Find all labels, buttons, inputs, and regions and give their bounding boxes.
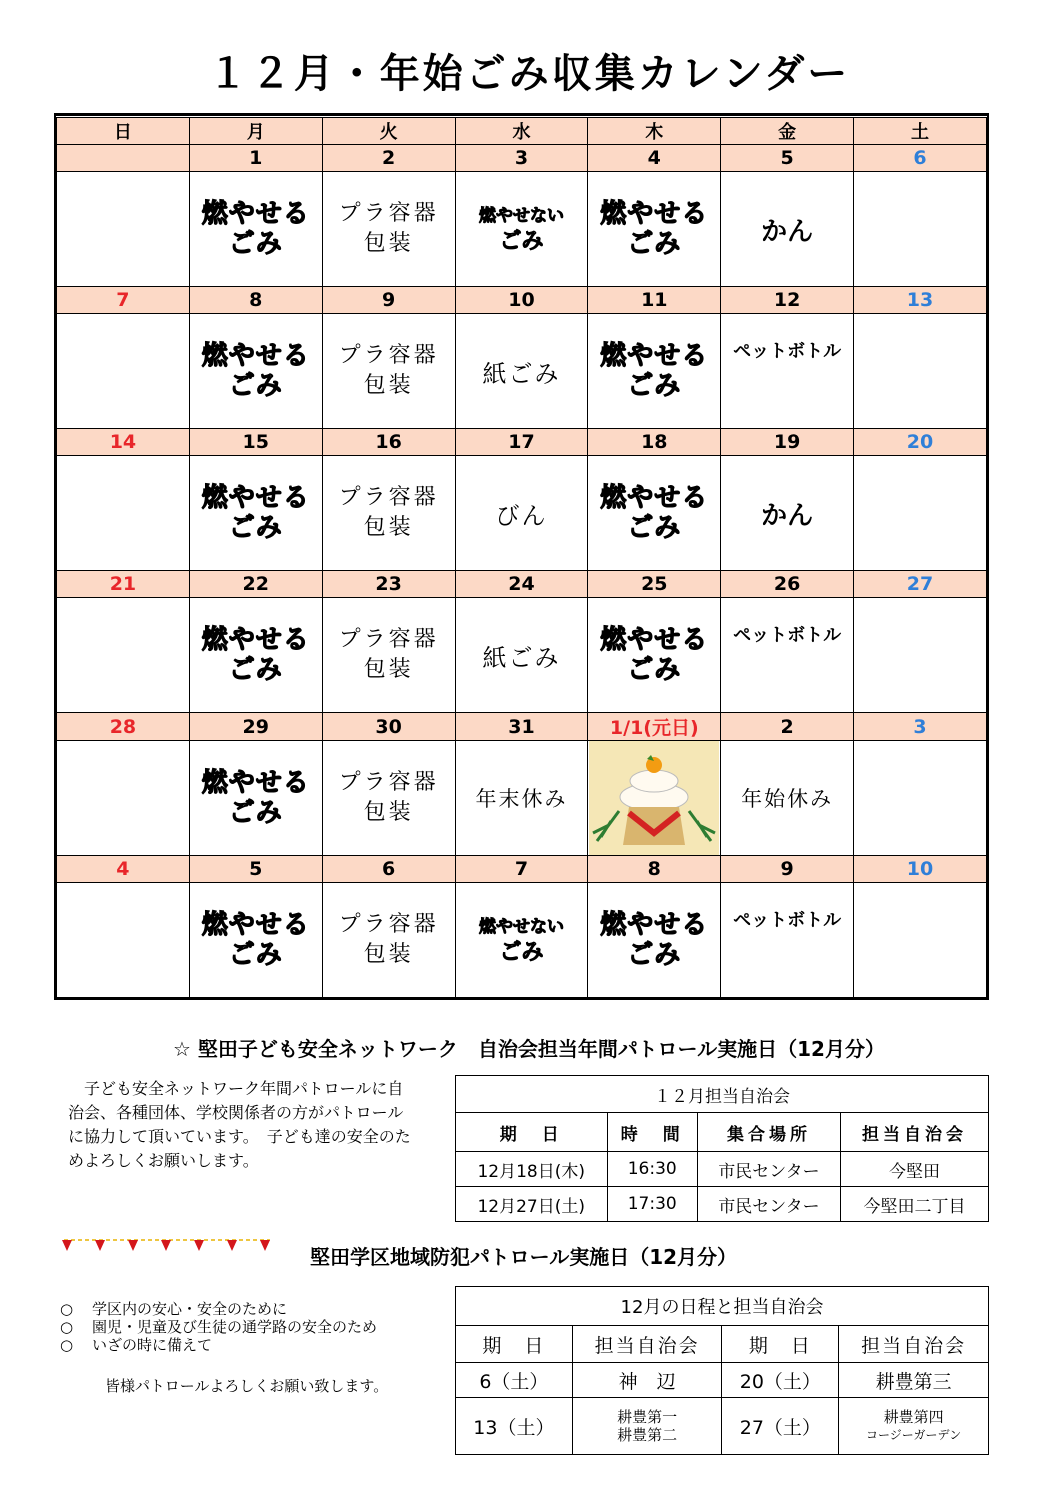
purpose-list (60, 1300, 377, 1354)
garbage-type-label: プラ容器 包装 (338, 485, 439, 540)
calendar-day-cell (854, 741, 987, 856)
list-item: ○ 園児・児童及び生徒の通学路の安全のため (60, 1318, 378, 1336)
garbage-type-label: かん (761, 500, 814, 531)
calendar-day-cell (189, 456, 322, 571)
garbage-type-label: 燃やせる ごみ (201, 483, 310, 543)
garbage-type-label: ペットボトル (733, 625, 842, 646)
garbage-type-label: 燃やせる ごみ (600, 910, 709, 970)
list-item: ○ いざの時に備えて (60, 1336, 213, 1354)
calendar-day-cell (588, 741, 721, 856)
calendar-day-cell (455, 741, 588, 856)
garbage-type-label: 年末休み (475, 787, 568, 811)
calendar-day-cell (588, 883, 721, 998)
calendar-day-cell (189, 741, 322, 856)
date-number: 6 (322, 856, 455, 883)
weekday-header: 木 (588, 117, 721, 145)
kagami-mochi-icon (589, 741, 719, 855)
date-number: 21 (57, 571, 190, 598)
weekday-header: 日 (57, 117, 190, 145)
date-number: 4 (588, 145, 721, 172)
calendar-day-cell (588, 598, 721, 713)
calendar-day-cell (721, 883, 854, 998)
calendar-day-cell (57, 883, 190, 998)
table-cell: 6（土） (456, 1363, 573, 1398)
table-cell: 耕豊第三 (839, 1363, 989, 1398)
garbage-type-label: 紙ごみ (482, 643, 561, 672)
date-number: 7 (455, 856, 588, 883)
date-number: 5 (721, 145, 854, 172)
date-number: 22 (189, 571, 322, 598)
date-number: 25 (588, 571, 721, 598)
date-number: 6 (854, 145, 987, 172)
calendar-day-cell (854, 314, 987, 429)
garbage-type-label: 紙ごみ (482, 359, 561, 388)
garbage-type-label: 燃やせる ごみ (600, 199, 709, 259)
calendar-day-cell (189, 883, 322, 998)
table-header: 期 日 (456, 1326, 573, 1363)
date-number: 31 (455, 713, 588, 741)
calendar-day-cell (455, 456, 588, 571)
date-number: 5 (189, 856, 322, 883)
calendar-day-cell (455, 314, 588, 429)
calendar-day-cell (455, 172, 588, 287)
garbage-type-label: プラ容器 包装 (338, 912, 439, 967)
calendar-day-cell (588, 456, 721, 571)
garbage-type-label: 燃やせる ごみ (600, 625, 709, 685)
calendar-day-cell (322, 456, 455, 571)
date-number: 20 (854, 429, 987, 456)
date-number: 14 (57, 429, 190, 456)
garbage-type-label: 年始休み (741, 787, 834, 811)
table-cell: 今堅田二丁目 (840, 1187, 988, 1222)
garbage-calendar (54, 113, 989, 1000)
calendar-day-cell (455, 598, 588, 713)
date-number: 3 (854, 713, 987, 741)
calendar-day-cell (57, 598, 190, 713)
garbage-type-label: 燃やせる ごみ (201, 768, 310, 828)
patrol-heading-1: ☆ 堅田子ども安全ネットワーク 自治会担当年間パトロール実施日（12月分） (173, 1037, 885, 1061)
weekday-header: 土 (854, 117, 987, 145)
garbage-type-label: プラ容器 包装 (338, 201, 439, 256)
calendar-day-cell (588, 314, 721, 429)
table-header: 期 日 (722, 1326, 839, 1363)
table-cell: 12月27日(土) (456, 1187, 608, 1222)
garbage-type-label: 燃やせない ごみ (478, 917, 564, 965)
table-cell: 17:30 (607, 1187, 697, 1222)
date-number: 3 (455, 145, 588, 172)
patrol-heading-2: 堅田学区地域防犯パトロール実施日（12月分） (310, 1245, 738, 1269)
table-caption: 12月の日程と担当自治会 (456, 1287, 989, 1326)
calendar-day-cell (721, 598, 854, 713)
garbage-type-label: 燃やせない ごみ (478, 206, 564, 254)
weekday-header: 月 (189, 117, 322, 145)
table-header: 期 日 (456, 1113, 608, 1152)
date-number: 2 (721, 713, 854, 741)
table-caption: １２月担当自治会 (456, 1076, 989, 1113)
patrol-schedule-table-1 (455, 1075, 989, 1222)
calendar-day-cell (854, 883, 987, 998)
bunting-decoration (62, 1237, 272, 1253)
table-row (456, 1187, 989, 1222)
table-cell: 耕豊第一 耕豊第二 (572, 1398, 722, 1455)
calendar-day-cell (854, 598, 987, 713)
table-cell: 神 辺 (572, 1363, 722, 1398)
garbage-type-label: 燃やせる ごみ (600, 483, 709, 543)
date-number: 8 (189, 287, 322, 314)
garbage-type-label: 燃やせる ごみ (600, 341, 709, 401)
calendar-day-cell (322, 741, 455, 856)
date-number: 26 (721, 571, 854, 598)
table-cell: 市民センター (697, 1187, 840, 1222)
date-number: 1/1(元日) (588, 713, 721, 741)
garbage-type-label: 燃やせる ごみ (201, 910, 310, 970)
calendar-day-cell (721, 741, 854, 856)
calendar-day-cell (57, 456, 190, 571)
table-cell: 耕豊第四 コージーガーデン (839, 1398, 989, 1455)
thanks-note: 皆様パトロールよろしくお願い致します。 (105, 1377, 389, 1395)
date-number: 11 (588, 287, 721, 314)
calendar-day-cell (57, 314, 190, 429)
calendar-day-cell (189, 172, 322, 287)
table-cell: 16:30 (607, 1152, 697, 1187)
date-number: 7 (57, 287, 190, 314)
list-item: ○ 学区内の安心・安全のために (60, 1300, 288, 1318)
weekday-header: 火 (322, 117, 455, 145)
table-cell: 20（土） (722, 1363, 839, 1398)
calendar-day-cell (189, 598, 322, 713)
garbage-type-label: ペットボトル (733, 341, 842, 362)
table-cell: 27（土） (722, 1398, 839, 1455)
patrol-description: 子ども安全ネットワーク年間パトロールに自治会、各種団体、学校関係者の方がパトロールに協力して頂いています。 子ども達の安全のためよろしくお願いします。 (68, 1079, 411, 1170)
calendar-day-cell (588, 172, 721, 287)
calendar-day-cell (322, 172, 455, 287)
calendar-day-cell (721, 172, 854, 287)
calendar-day-cell (189, 314, 322, 429)
date-number: 4 (57, 856, 190, 883)
date-number: 29 (189, 713, 322, 741)
calendar-day-cell (322, 598, 455, 713)
date-number: 16 (322, 429, 455, 456)
date-number: 2 (322, 145, 455, 172)
table-header: 担当自治会 (839, 1326, 989, 1363)
date-number: 10 (854, 856, 987, 883)
calendar-day-cell (322, 314, 455, 429)
table-header: 集合場所 (697, 1113, 840, 1152)
garbage-type-label: プラ容器 包装 (338, 770, 439, 825)
table-row (456, 1152, 989, 1187)
date-number: 10 (455, 287, 588, 314)
calendar-day-cell (322, 883, 455, 998)
date-number: 28 (57, 713, 190, 741)
table-row (456, 1398, 989, 1455)
table-row (456, 1363, 989, 1398)
garbage-type-label: びん (495, 501, 548, 530)
garbage-type-label: 燃やせる ごみ (201, 199, 310, 259)
date-number: 9 (322, 287, 455, 314)
date-number: 13 (854, 287, 987, 314)
page-title: １２月・年始ごみ収集カレンダー (207, 51, 851, 97)
calendar-day-cell (854, 456, 987, 571)
garbage-type-label: 燃やせる ごみ (201, 625, 310, 685)
calendar-day-cell (854, 172, 987, 287)
calendar-day-cell (455, 883, 588, 998)
date-number: 15 (189, 429, 322, 456)
calendar-day-cell (57, 172, 190, 287)
calendar-day-cell (57, 741, 190, 856)
garbage-type-label: プラ容器 包装 (338, 627, 439, 682)
table-header: 時 間 (607, 1113, 697, 1152)
date-number (57, 145, 190, 172)
table-cell: 12月18日(木) (456, 1152, 608, 1187)
date-number: 9 (721, 856, 854, 883)
table-header: 担当自治会 (572, 1326, 722, 1363)
date-number: 27 (854, 571, 987, 598)
date-number: 1 (189, 145, 322, 172)
table-header: 担当自治会 (840, 1113, 988, 1152)
date-number: 30 (322, 713, 455, 741)
patrol-schedule-table-2 (455, 1286, 989, 1455)
date-number: 12 (721, 287, 854, 314)
garbage-type-label: 燃やせる ごみ (201, 341, 310, 401)
weekday-header: 水 (455, 117, 588, 145)
date-number: 8 (588, 856, 721, 883)
garbage-type-label: プラ容器 包装 (338, 343, 439, 398)
calendar-day-cell (721, 456, 854, 571)
date-number: 19 (721, 429, 854, 456)
garbage-type-label: かん (761, 216, 814, 247)
date-number: 17 (455, 429, 588, 456)
date-number: 24 (455, 571, 588, 598)
table-cell: 市民センター (697, 1152, 840, 1187)
table-cell: 今堅田 (840, 1152, 988, 1187)
table-cell: 13（土） (456, 1398, 573, 1455)
garbage-type-label: ペットボトル (733, 910, 842, 931)
date-number: 18 (588, 429, 721, 456)
date-number: 23 (322, 571, 455, 598)
weekday-header: 金 (721, 117, 854, 145)
calendar-day-cell (721, 314, 854, 429)
